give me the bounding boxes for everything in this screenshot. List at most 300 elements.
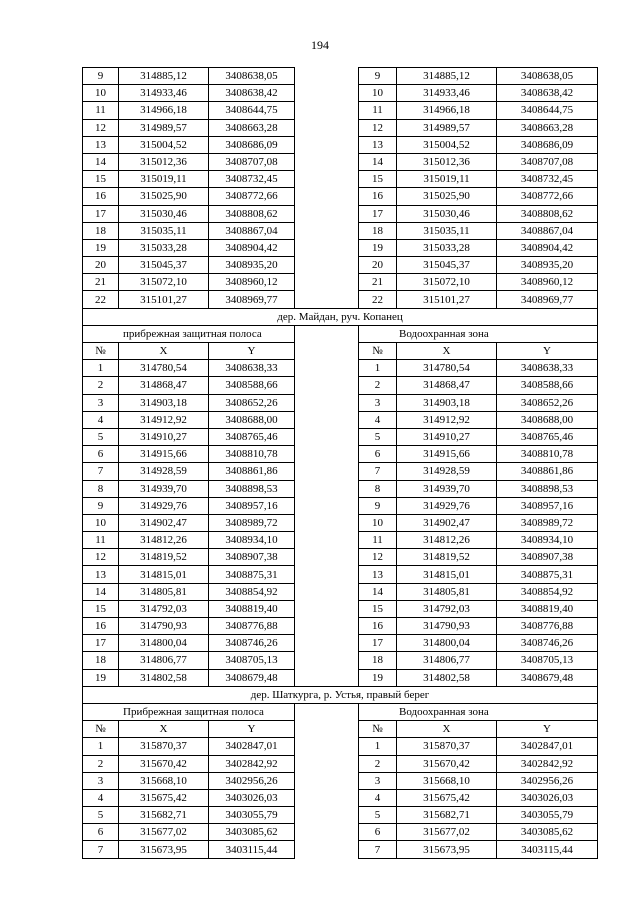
x-coordinate-cell: 315019,11 — [119, 171, 209, 188]
y-coordinate-cell: 3408969,77 — [497, 291, 598, 308]
right-zone-title: Водоохранная зона — [359, 703, 598, 720]
column-gap — [295, 188, 359, 205]
x-coordinate-cell: 315668,10 — [119, 772, 209, 789]
x-coordinate-cell: 314868,47 — [119, 377, 209, 394]
point-number-cell: 3 — [83, 772, 119, 789]
y-coordinate-cell: 3403115,44 — [209, 841, 295, 858]
column-gap — [295, 772, 359, 789]
point-number-cell: 11 — [359, 532, 397, 549]
x-coordinate-cell: 315072,10 — [397, 274, 497, 291]
column-gap — [295, 85, 359, 102]
x-coordinate-cell: 314910,27 — [397, 428, 497, 445]
table-row — [83, 428, 598, 445]
point-number-cell: 19 — [359, 239, 397, 256]
y-coordinate-cell: 3408810,78 — [209, 446, 295, 463]
point-number-cell: 6 — [83, 446, 119, 463]
y-coordinate-cell: 3408898,53 — [209, 480, 295, 497]
table-row — [83, 85, 598, 102]
y-coordinate-cell: 3408810,78 — [497, 446, 598, 463]
point-number-cell: 2 — [359, 377, 397, 394]
y-coordinate-cell: 3408969,77 — [209, 291, 295, 308]
column-header-x: X — [397, 721, 497, 738]
point-number-cell: 18 — [83, 222, 119, 239]
y-coordinate-cell: 3403085,62 — [209, 824, 295, 841]
point-number-cell: 17 — [83, 635, 119, 652]
x-coordinate-cell: 314792,03 — [119, 600, 209, 617]
x-coordinate-cell: 314802,58 — [397, 669, 497, 686]
column-gap — [295, 669, 359, 686]
point-number-cell: 8 — [83, 480, 119, 497]
point-number-cell: 16 — [83, 188, 119, 205]
column-gap — [295, 222, 359, 239]
column-header-x: X — [119, 343, 209, 360]
y-coordinate-cell: 3408652,26 — [497, 394, 598, 411]
y-coordinate-cell: 3408875,31 — [209, 566, 295, 583]
table-row — [83, 635, 598, 652]
left-zone-title: Прибрежная защитная полоса — [83, 703, 295, 720]
x-coordinate-cell: 314928,59 — [119, 463, 209, 480]
x-coordinate-cell: 315045,37 — [397, 257, 497, 274]
table-row — [83, 377, 598, 394]
column-gap — [295, 738, 359, 755]
x-coordinate-cell: 314812,26 — [119, 532, 209, 549]
x-coordinate-cell: 315682,71 — [119, 807, 209, 824]
y-coordinate-cell: 3408935,20 — [497, 257, 598, 274]
y-coordinate-cell: 3408854,92 — [209, 583, 295, 600]
point-number-cell: 5 — [359, 428, 397, 445]
y-coordinate-cell: 3408819,40 — [209, 600, 295, 617]
point-number-cell: 6 — [83, 824, 119, 841]
point-number-cell: 4 — [83, 789, 119, 806]
point-number-cell: 20 — [83, 257, 119, 274]
x-coordinate-cell: 314790,93 — [119, 618, 209, 635]
table-row — [83, 618, 598, 635]
point-number-cell: 4 — [359, 411, 397, 428]
column-gap — [295, 205, 359, 222]
x-coordinate-cell: 315675,42 — [119, 789, 209, 806]
y-coordinate-cell: 3408957,16 — [497, 497, 598, 514]
table-row — [83, 514, 598, 531]
table-row — [83, 136, 598, 153]
table-row — [83, 411, 598, 428]
x-coordinate-cell: 315033,28 — [397, 239, 497, 256]
point-number-cell: 13 — [359, 136, 397, 153]
y-coordinate-cell: 3408732,45 — [209, 171, 295, 188]
x-coordinate-cell: 314933,46 — [397, 85, 497, 102]
y-coordinate-cell: 3402956,26 — [209, 772, 295, 789]
point-number-cell: 9 — [83, 497, 119, 514]
x-coordinate-cell: 315677,02 — [397, 824, 497, 841]
column-header-x: X — [397, 343, 497, 360]
y-coordinate-cell: 3408907,38 — [497, 549, 598, 566]
table-row — [83, 274, 598, 291]
y-coordinate-cell: 3408679,48 — [497, 669, 598, 686]
point-number-cell: 5 — [83, 428, 119, 445]
column-gap — [295, 446, 359, 463]
y-coordinate-cell: 3402956,26 — [497, 772, 598, 789]
x-coordinate-cell: 314933,46 — [119, 85, 209, 102]
x-coordinate-cell: 314819,52 — [397, 549, 497, 566]
point-number-cell: 14 — [83, 153, 119, 170]
y-coordinate-cell: 3408644,75 — [497, 102, 598, 119]
x-coordinate-cell: 314800,04 — [119, 635, 209, 652]
point-number-cell: 13 — [359, 566, 397, 583]
column-header-y: Y — [497, 721, 598, 738]
table-row — [83, 807, 598, 824]
y-coordinate-cell: 3408688,00 — [497, 411, 598, 428]
y-coordinate-cell: 3403055,79 — [209, 807, 295, 824]
y-coordinate-cell: 3408907,38 — [209, 549, 295, 566]
x-coordinate-cell: 314819,52 — [119, 549, 209, 566]
point-number-cell: 4 — [359, 789, 397, 806]
column-gap — [295, 652, 359, 669]
x-coordinate-cell: 315673,95 — [397, 841, 497, 858]
x-coordinate-cell: 315025,90 — [397, 188, 497, 205]
y-coordinate-cell: 3408765,46 — [209, 428, 295, 445]
point-number-cell: 1 — [359, 360, 397, 377]
y-coordinate-cell: 3408652,26 — [209, 394, 295, 411]
point-number-cell: 20 — [359, 257, 397, 274]
table-row — [83, 841, 598, 858]
x-coordinate-cell: 315673,95 — [119, 841, 209, 858]
column-header-y: Y — [497, 343, 598, 360]
y-coordinate-cell: 3408898,53 — [497, 480, 598, 497]
point-number-cell: 9 — [359, 497, 397, 514]
point-number-cell: 19 — [83, 669, 119, 686]
y-coordinate-cell: 3408705,13 — [209, 652, 295, 669]
point-number-cell: 10 — [83, 514, 119, 531]
y-coordinate-cell: 3408867,04 — [497, 222, 598, 239]
y-coordinate-cell: 3408934,10 — [209, 532, 295, 549]
point-number-cell: 5 — [359, 807, 397, 824]
point-number-cell: 15 — [83, 171, 119, 188]
column-gap — [295, 463, 359, 480]
y-coordinate-cell: 3408588,66 — [497, 377, 598, 394]
x-coordinate-cell: 315101,27 — [397, 291, 497, 308]
column-gap — [295, 618, 359, 635]
x-coordinate-cell: 315670,42 — [397, 755, 497, 772]
x-coordinate-cell: 314805,81 — [397, 583, 497, 600]
x-coordinate-cell: 314989,57 — [397, 119, 497, 136]
x-coordinate-cell: 314912,92 — [119, 411, 209, 428]
y-coordinate-cell: 3408989,72 — [209, 514, 295, 531]
y-coordinate-cell: 3408686,09 — [209, 136, 295, 153]
y-coordinate-cell: 3408989,72 — [497, 514, 598, 531]
table-row — [83, 394, 598, 411]
y-coordinate-cell: 3408904,42 — [497, 239, 598, 256]
column-gap — [295, 549, 359, 566]
x-coordinate-cell: 314966,18 — [397, 102, 497, 119]
x-coordinate-cell: 314939,70 — [119, 480, 209, 497]
point-number-cell: 11 — [359, 102, 397, 119]
zone-header-row — [83, 325, 598, 342]
point-number-cell: 14 — [359, 583, 397, 600]
table-row — [83, 532, 598, 549]
column-gap — [295, 377, 359, 394]
x-coordinate-cell: 315012,36 — [119, 153, 209, 170]
point-number-cell: 21 — [359, 274, 397, 291]
column-header-number: № — [359, 343, 397, 360]
x-coordinate-cell: 314902,47 — [119, 514, 209, 531]
point-number-cell: 6 — [359, 824, 397, 841]
section-title-row — [83, 686, 598, 703]
point-number-cell: 4 — [83, 411, 119, 428]
y-coordinate-cell: 3408861,86 — [209, 463, 295, 480]
y-coordinate-cell: 3402842,92 — [497, 755, 598, 772]
table-row — [83, 480, 598, 497]
x-coordinate-cell: 315033,28 — [119, 239, 209, 256]
point-number-cell: 22 — [359, 291, 397, 308]
x-coordinate-cell: 314780,54 — [119, 360, 209, 377]
right-zone-title: Водоохранная зона — [359, 325, 598, 342]
x-coordinate-cell: 314802,58 — [119, 669, 209, 686]
x-coordinate-cell: 315682,71 — [397, 807, 497, 824]
y-coordinate-cell: 3408707,08 — [497, 153, 598, 170]
x-coordinate-cell: 314868,47 — [397, 377, 497, 394]
point-number-cell: 3 — [83, 394, 119, 411]
column-gap — [295, 102, 359, 119]
y-coordinate-cell: 3403115,44 — [497, 841, 598, 858]
table-row — [83, 360, 598, 377]
column-gap — [295, 239, 359, 256]
point-number-cell: 12 — [83, 119, 119, 136]
point-number-cell: 6 — [359, 446, 397, 463]
column-gap — [295, 703, 359, 720]
x-coordinate-cell: 315677,02 — [119, 824, 209, 841]
x-coordinate-cell: 314780,54 — [397, 360, 497, 377]
x-coordinate-cell: 315012,36 — [397, 153, 497, 170]
y-coordinate-cell: 3408663,28 — [209, 119, 295, 136]
table-row — [83, 772, 598, 789]
x-coordinate-cell: 314812,26 — [397, 532, 497, 549]
table-row — [83, 68, 598, 85]
y-coordinate-cell: 3408772,66 — [497, 188, 598, 205]
point-number-cell: 9 — [83, 68, 119, 85]
point-number-cell: 9 — [359, 68, 397, 85]
table-row — [83, 239, 598, 256]
point-number-cell: 12 — [359, 119, 397, 136]
y-coordinate-cell: 3403026,03 — [209, 789, 295, 806]
x-coordinate-cell: 314915,66 — [119, 446, 209, 463]
table-row — [83, 738, 598, 755]
x-coordinate-cell: 315870,37 — [119, 738, 209, 755]
column-gap — [295, 136, 359, 153]
y-coordinate-cell: 3408638,05 — [497, 68, 598, 85]
x-coordinate-cell: 314800,04 — [397, 635, 497, 652]
y-coordinate-cell: 3402847,01 — [209, 738, 295, 755]
point-number-cell: 22 — [83, 291, 119, 308]
x-coordinate-cell: 314903,18 — [119, 394, 209, 411]
x-coordinate-cell: 314910,27 — [119, 428, 209, 445]
x-coordinate-cell: 314790,93 — [397, 618, 497, 635]
page-number: 194 — [311, 38, 329, 52]
table-row — [83, 446, 598, 463]
point-number-cell: 3 — [359, 394, 397, 411]
column-gap — [295, 566, 359, 583]
table-row — [83, 497, 598, 514]
point-number-cell: 10 — [359, 514, 397, 531]
y-coordinate-cell: 3408867,04 — [209, 222, 295, 239]
column-gap — [295, 600, 359, 617]
table-row — [83, 463, 598, 480]
left-zone-title: прибрежная защитная полоса — [83, 325, 295, 342]
column-gap — [295, 635, 359, 652]
section-title-row — [83, 308, 598, 325]
x-coordinate-cell: 315035,11 — [397, 222, 497, 239]
point-number-cell: 15 — [359, 171, 397, 188]
column-gap — [295, 841, 359, 858]
point-number-cell: 1 — [83, 360, 119, 377]
y-coordinate-cell: 3408638,42 — [209, 85, 295, 102]
y-coordinate-cell: 3408960,12 — [497, 274, 598, 291]
y-coordinate-cell: 3408588,66 — [209, 377, 295, 394]
column-gap — [295, 274, 359, 291]
x-coordinate-cell: 315004,52 — [397, 136, 497, 153]
section-title: дер. Майдан, руч. Копанец — [83, 308, 598, 325]
x-coordinate-cell: 315030,46 — [397, 205, 497, 222]
point-number-cell: 19 — [359, 669, 397, 686]
y-coordinate-cell: 3408688,00 — [209, 411, 295, 428]
point-number-cell: 11 — [83, 102, 119, 119]
x-coordinate-cell: 314902,47 — [397, 514, 497, 531]
column-header-y: Y — [209, 343, 295, 360]
x-coordinate-cell: 315030,46 — [119, 205, 209, 222]
x-coordinate-cell: 315870,37 — [397, 738, 497, 755]
table-row — [83, 755, 598, 772]
column-header-number: № — [359, 721, 397, 738]
point-number-cell: 12 — [83, 549, 119, 566]
column-gap — [295, 583, 359, 600]
column-gap — [295, 411, 359, 428]
y-coordinate-cell: 3408772,66 — [209, 188, 295, 205]
point-number-cell: 7 — [359, 463, 397, 480]
y-coordinate-cell: 3408663,28 — [497, 119, 598, 136]
table-row — [83, 583, 598, 600]
point-number-cell: 2 — [83, 755, 119, 772]
point-number-cell: 16 — [83, 618, 119, 635]
y-coordinate-cell: 3402842,92 — [209, 755, 295, 772]
x-coordinate-cell: 314885,12 — [397, 68, 497, 85]
table-row — [83, 291, 598, 308]
column-gap — [295, 394, 359, 411]
column-gap — [295, 257, 359, 274]
y-coordinate-cell: 3408960,12 — [209, 274, 295, 291]
y-coordinate-cell: 3408732,45 — [497, 171, 598, 188]
column-gap — [295, 807, 359, 824]
point-number-cell: 7 — [359, 841, 397, 858]
point-number-cell: 21 — [83, 274, 119, 291]
table-row — [83, 153, 598, 170]
y-coordinate-cell: 3408861,86 — [497, 463, 598, 480]
point-number-cell: 13 — [83, 566, 119, 583]
x-coordinate-cell: 314966,18 — [119, 102, 209, 119]
point-number-cell: 10 — [83, 85, 119, 102]
y-coordinate-cell: 3408638,42 — [497, 85, 598, 102]
table-row — [83, 102, 598, 119]
y-coordinate-cell: 3408765,46 — [497, 428, 598, 445]
y-coordinate-cell: 3408705,13 — [497, 652, 598, 669]
y-coordinate-cell: 3403085,62 — [497, 824, 598, 841]
x-coordinate-cell: 315025,90 — [119, 188, 209, 205]
coordinates-table — [82, 67, 598, 859]
point-number-cell: 15 — [83, 600, 119, 617]
x-coordinate-cell: 314903,18 — [397, 394, 497, 411]
column-header-number: № — [83, 721, 119, 738]
x-coordinate-cell: 315675,42 — [397, 789, 497, 806]
point-number-cell: 11 — [83, 532, 119, 549]
x-coordinate-cell: 314939,70 — [397, 480, 497, 497]
y-coordinate-cell: 3408707,08 — [209, 153, 295, 170]
column-gap — [295, 428, 359, 445]
x-coordinate-cell: 314815,01 — [397, 566, 497, 583]
x-coordinate-cell: 314989,57 — [119, 119, 209, 136]
x-coordinate-cell: 314806,77 — [119, 652, 209, 669]
column-gap — [295, 789, 359, 806]
y-coordinate-cell: 3408638,33 — [209, 360, 295, 377]
x-coordinate-cell: 315045,37 — [119, 257, 209, 274]
y-coordinate-cell: 3408644,75 — [209, 102, 295, 119]
coordinates-table-body — [83, 68, 598, 859]
x-coordinate-cell: 314929,76 — [119, 497, 209, 514]
y-coordinate-cell: 3408934,10 — [497, 532, 598, 549]
point-number-cell: 2 — [83, 377, 119, 394]
point-number-cell: 13 — [83, 136, 119, 153]
x-coordinate-cell: 314915,66 — [397, 446, 497, 463]
column-gap — [295, 497, 359, 514]
y-coordinate-cell: 3408746,26 — [497, 635, 598, 652]
table-row — [83, 549, 598, 566]
point-number-cell: 18 — [359, 222, 397, 239]
point-number-cell: 10 — [359, 85, 397, 102]
table-row — [83, 222, 598, 239]
column-gap — [295, 480, 359, 497]
x-coordinate-cell: 314929,76 — [397, 497, 497, 514]
point-number-cell: 1 — [83, 738, 119, 755]
x-coordinate-cell: 314885,12 — [119, 68, 209, 85]
point-number-cell: 7 — [83, 841, 119, 858]
table-row — [83, 669, 598, 686]
table-row — [83, 205, 598, 222]
column-gap — [295, 171, 359, 188]
point-number-cell: 18 — [83, 652, 119, 669]
column-gap — [295, 153, 359, 170]
point-number-cell: 12 — [359, 549, 397, 566]
y-coordinate-cell: 3408679,48 — [209, 669, 295, 686]
column-gap — [295, 68, 359, 85]
table-row — [83, 566, 598, 583]
x-coordinate-cell: 315004,52 — [119, 136, 209, 153]
point-number-cell: 15 — [359, 600, 397, 617]
table-row — [83, 824, 598, 841]
point-number-cell: 3 — [359, 772, 397, 789]
column-gap — [295, 343, 359, 360]
x-coordinate-cell: 314792,03 — [397, 600, 497, 617]
point-number-cell: 18 — [359, 652, 397, 669]
column-gap — [295, 360, 359, 377]
point-number-cell: 16 — [359, 618, 397, 635]
x-coordinate-cell: 315019,11 — [397, 171, 497, 188]
y-coordinate-cell: 3408957,16 — [209, 497, 295, 514]
y-coordinate-cell: 3403026,03 — [497, 789, 598, 806]
y-coordinate-cell: 3402847,01 — [497, 738, 598, 755]
column-gap — [295, 514, 359, 531]
column-header-x: X — [119, 721, 209, 738]
point-number-cell: 1 — [359, 738, 397, 755]
section-title: дер. Шаткурга, р. Устья, правый берег — [83, 686, 598, 703]
table-row — [83, 188, 598, 205]
x-coordinate-cell: 314806,77 — [397, 652, 497, 669]
x-coordinate-cell: 314815,01 — [119, 566, 209, 583]
